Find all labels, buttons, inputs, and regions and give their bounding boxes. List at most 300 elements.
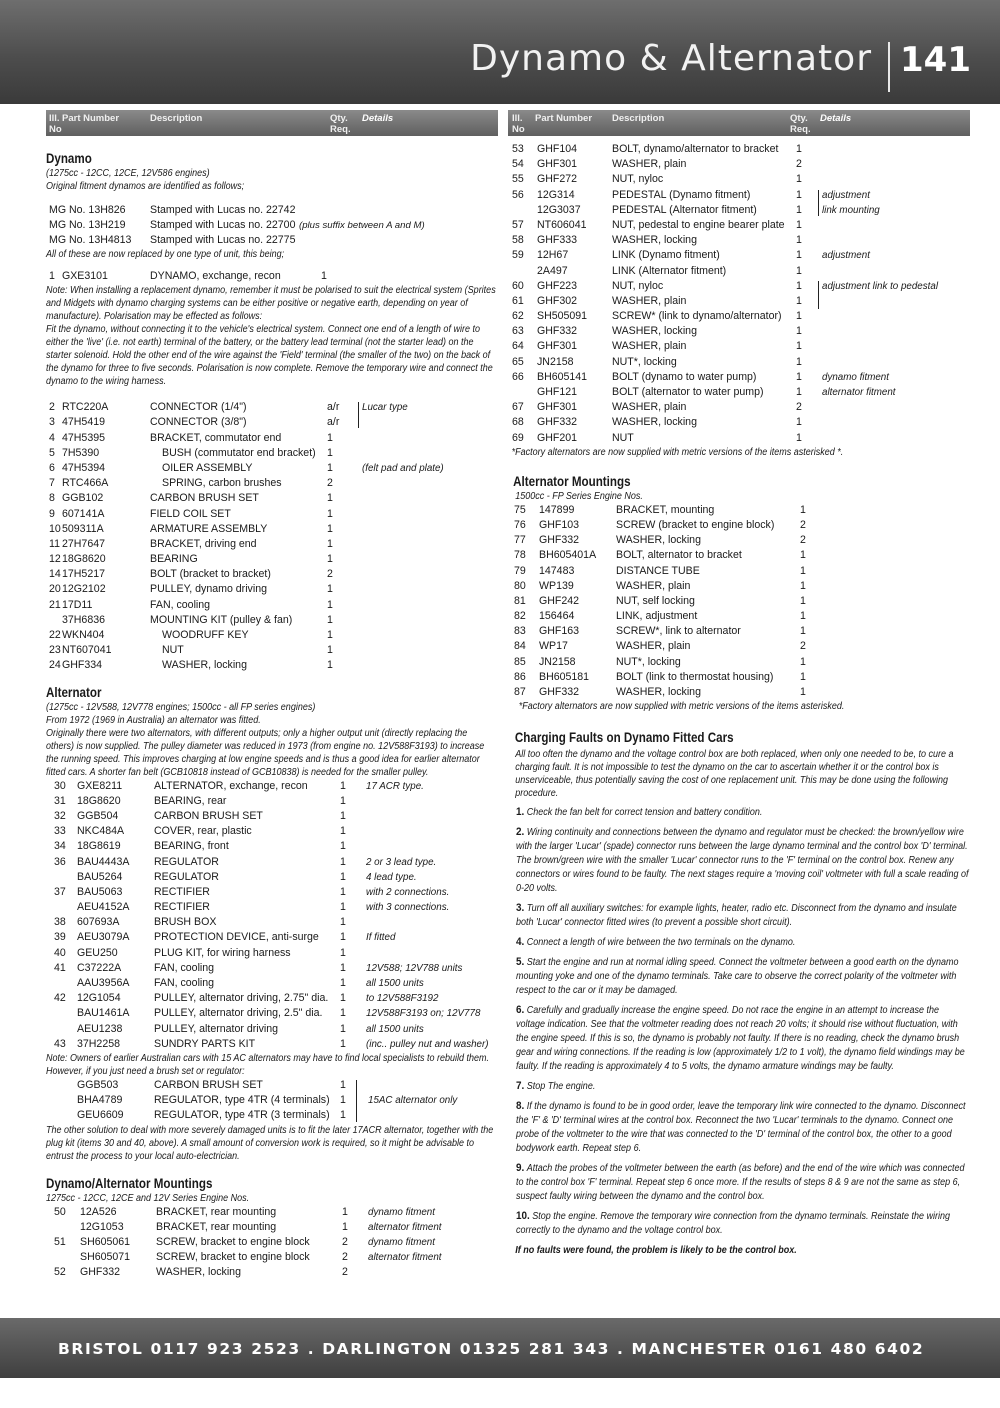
- row-qty: 2: [800, 640, 806, 653]
- row-no: 39: [54, 931, 66, 944]
- page-number: 141: [900, 40, 971, 80]
- row-no: 7: [49, 477, 55, 490]
- row-details: link mounting: [822, 204, 880, 216]
- row-description: CARBON BRUSH SET: [154, 1078, 263, 1091]
- row-description: BRACKET, rear mounting: [156, 1205, 277, 1218]
- row-description: WASHER, plain: [612, 340, 687, 353]
- row-description: BEARING, rear: [154, 794, 227, 807]
- table-row: [508, 548, 970, 563]
- lucas-stamp: Stamped with Lucas no. 22700: [150, 219, 296, 231]
- step-number: 1.: [516, 806, 525, 819]
- row-description: SUNDRY PARTS KIT: [154, 1037, 256, 1050]
- table-row: [46, 400, 498, 415]
- row-qty: 1: [800, 655, 806, 668]
- step-number: 10.: [516, 1210, 530, 1223]
- lucas-stamp: Stamped with Lucas no. 22775: [150, 234, 296, 246]
- row-description: PROTECTION DEVICE, anti-surge: [154, 931, 319, 944]
- row-description: WASHER, locking: [612, 234, 697, 247]
- row-description: REGULATOR: [154, 870, 219, 883]
- table-row: [508, 385, 970, 400]
- row-part-number: BAU4443A: [77, 855, 130, 868]
- th-no: No: [49, 124, 62, 135]
- row-no: 37: [54, 885, 66, 898]
- row-part-number: 12A526: [80, 1205, 117, 1218]
- row-description: BOLT (bracket to bracket): [150, 568, 271, 581]
- row-qty: 1: [796, 279, 802, 292]
- row-description: NUT*, locking: [616, 655, 681, 668]
- row-description: CONNECTOR (3/8"): [150, 416, 247, 429]
- alternator-mountings-table: [508, 503, 970, 700]
- row-description: COVER, rear, plastic: [154, 825, 252, 838]
- test-step: [516, 805, 970, 820]
- final-conclusion: If no faults were found, the problem is likely to be the control box.: [515, 1245, 797, 1257]
- row-no: 9: [49, 507, 55, 520]
- section-title-dyn-alt-mountings: Dynamo/Alternator Mountings: [46, 1175, 213, 1191]
- row-qty: a/r: [327, 416, 340, 429]
- row-qty: 1: [796, 431, 802, 444]
- row-part-number: 27H7647: [62, 537, 106, 550]
- lucas-stamp: Stamped with Lucas no. 22742: [150, 204, 296, 216]
- row-details: (felt pad and plate): [362, 462, 444, 474]
- row-no: 36: [54, 855, 66, 868]
- row-details: 15AC alternator only: [368, 1095, 458, 1107]
- table-row: [508, 370, 970, 385]
- row-description: BEARING: [150, 553, 198, 566]
- th-details: Details: [820, 113, 852, 124]
- row-no: 24: [49, 659, 61, 672]
- mg-number-row: [46, 233, 498, 248]
- row-part-number: GHF201: [537, 431, 578, 444]
- table-row: [46, 885, 498, 900]
- row-no: 62: [512, 310, 524, 323]
- row-qty: 1: [327, 553, 333, 566]
- table-row: [46, 658, 498, 673]
- step-text: If the dynamo is found to be in good order, leave the temporary link wire connected to the dynamo. Disconnect the 'F' & 'D' terminal wires at the control box. Reconnect the two 'Lucar' terminals to the dynamo. Connect one probe of the voltmeter to the wire that was connected to the 'D' terminal of the control box, the other to a good bodywork earth. Repeat step 6.: [516, 1101, 966, 1155]
- step-number: 9.: [516, 1162, 525, 1175]
- dynamo-replaced-note: All of these are now replaced by one type of unit, this being;: [46, 249, 285, 260]
- test-step: [516, 935, 970, 950]
- row-description: WASHER, locking: [616, 534, 701, 547]
- row-details: to 12V588F3192: [366, 993, 439, 1005]
- row-no: 42: [54, 992, 66, 1005]
- right-column: [508, 110, 970, 1257]
- table-row: [508, 400, 970, 415]
- row-no: 80: [514, 579, 526, 592]
- row-part-number: 12G3037: [537, 203, 581, 216]
- row-no: 11: [49, 537, 60, 550]
- table-header: [46, 110, 498, 136]
- row-qty: 1: [796, 355, 802, 368]
- row-part-number: 18G8619: [77, 840, 121, 853]
- row-part-number: BAU5264: [77, 870, 123, 883]
- row-qty: 1: [796, 264, 802, 277]
- row-details: 2 or 3 lead type.: [366, 856, 437, 868]
- row-description: WASHER, plain: [616, 640, 691, 653]
- row-part-number: GHF301: [537, 401, 578, 414]
- row-description: RECTIFIER: [154, 901, 210, 914]
- row-part-number: 147483: [539, 564, 575, 577]
- row-details: alternator fitment: [822, 387, 896, 398]
- row-description: WASHER, locking: [162, 659, 247, 672]
- table-row: [46, 552, 498, 567]
- row-qty: 1: [796, 340, 802, 353]
- table-row: [508, 639, 970, 654]
- row-details: dynamo fitment: [368, 1206, 435, 1218]
- mg-number: MG No. 13H4813: [49, 234, 132, 246]
- row-no: 78: [514, 549, 526, 562]
- row-no: 14: [49, 568, 61, 581]
- row-part-number: GHF332: [539, 534, 580, 547]
- row-part-number: BAU1461A: [77, 1007, 130, 1020]
- step-number: 8.: [516, 1100, 525, 1113]
- row-part-number: GEU6609: [77, 1109, 124, 1122]
- row-no: 34: [54, 840, 66, 853]
- row-details: (inc.. pulley nut and washer): [366, 1038, 489, 1050]
- row-description: CARBON BRUSH SET: [154, 809, 263, 822]
- row-details: 4 lead type.: [366, 871, 417, 883]
- table-row: [46, 628, 498, 643]
- row-description: OILER ASSEMBLY: [162, 461, 253, 474]
- row-no: 79: [514, 564, 526, 577]
- row-no: 33: [54, 825, 66, 838]
- row-description: MOUNTING KIT (pulley & fan): [150, 613, 293, 626]
- row-description: CARBON BRUSH SET: [150, 492, 259, 505]
- row-part-number: GHF163: [539, 625, 580, 638]
- row-qty: 1: [327, 598, 333, 611]
- row-part-number: WP17: [539, 640, 568, 653]
- row-description: FAN, cooling: [154, 977, 215, 989]
- charging-faults-intro: All too often the dynamo and the voltage control box are both replaced, when only one needed to be, to cure a charging fault. It is not impossible to test the dynamo on the car to ascertain whether it or the control box is unserviceable, thus potentially saving the cost of one replacement unit. This may be done using the following procedure.: [515, 749, 954, 800]
- table-row: [508, 655, 970, 670]
- row-part-number: JN2158: [537, 355, 574, 368]
- table-row: [46, 446, 498, 461]
- row-description: PEDESTAL (Alternator fitment): [612, 203, 757, 216]
- row-qty: 2: [800, 518, 806, 531]
- row-part-number: 607141A: [62, 507, 105, 520]
- row-part-number: GHF272: [537, 173, 578, 186]
- table-row: [508, 503, 970, 518]
- row-part-number: 12G1054: [77, 992, 121, 1005]
- section-title-charging-faults: Charging Faults on Dynamo Fitted Cars: [514, 730, 734, 746]
- row-description: ARMATURE ASSEMBLY: [150, 522, 268, 535]
- row-no: 59: [512, 249, 524, 262]
- table-row: [508, 218, 970, 233]
- row-description: BOLT, alternator to bracket: [616, 549, 742, 562]
- row-part-number: 12G1053: [80, 1220, 124, 1233]
- row-qty: 1: [340, 931, 346, 944]
- row-no: 57: [512, 218, 524, 231]
- row-part-number: SH605071: [80, 1251, 131, 1264]
- row-qty: 1: [796, 249, 802, 262]
- row-description: LINK, adjustment: [616, 610, 698, 623]
- table-row: [508, 533, 970, 548]
- table-row: [508, 142, 970, 157]
- table-row: [508, 203, 970, 218]
- row-no: 54: [512, 158, 524, 171]
- dynamo-identify: Original fitment dynamos are identified as follows;: [46, 181, 245, 192]
- row-part-number: BHA4789: [77, 1094, 123, 1107]
- row-part-number: 47H5395: [62, 431, 106, 444]
- row-qty: 1: [321, 270, 327, 282]
- metric-note-2: *Factory alternators are now supplied with metric versions of the items asterisked.: [518, 701, 845, 713]
- table-row: [46, 976, 498, 991]
- row-qty: 1: [340, 794, 346, 807]
- row-description: WOODRUFF KEY: [162, 629, 249, 641]
- step-text: Stop the engine. Remove the temporary wire connection from the dynamo terminals. Reinstate the wiring correctly to the dynamo and the voltage control box.: [516, 1211, 950, 1237]
- table-row: [508, 564, 970, 579]
- table-row: [508, 624, 970, 639]
- row-part-number: 156464: [539, 610, 575, 623]
- row-part-number: NT607041: [62, 644, 112, 657]
- row-no: 51: [54, 1235, 66, 1248]
- row-no: 58: [512, 234, 524, 247]
- table-row: [46, 613, 498, 628]
- row-description: WASHER, plain: [612, 158, 687, 171]
- row-description: REGULATOR: [154, 855, 219, 868]
- row-part-number: 37H2258: [77, 1037, 121, 1050]
- row-description: BOLT (alternator to water pump): [612, 386, 764, 398]
- row-no: 86: [514, 670, 526, 683]
- table-row: [46, 930, 498, 945]
- row-qty: 1: [340, 946, 346, 959]
- th-qty: Qty.: [790, 113, 808, 124]
- table-row: [46, 269, 498, 284]
- row-qty: 1: [796, 370, 802, 383]
- table-row: [46, 1265, 498, 1280]
- table-row: [508, 518, 970, 533]
- row-no: 64: [512, 340, 524, 353]
- row-description: PULLEY, alternator driving: [154, 1022, 279, 1035]
- row-no: 23: [49, 644, 61, 657]
- row-description: NUT*, locking: [612, 355, 677, 368]
- row-description: BUSH (commutator end bracket): [162, 446, 316, 459]
- row-no: 43: [54, 1037, 66, 1050]
- row-description: REGULATOR, type 4TR (4 terminals): [154, 1094, 330, 1107]
- th-details: Details: [362, 113, 394, 124]
- row-no: 56: [512, 188, 524, 201]
- test-steps: [508, 805, 970, 1238]
- table-row: [46, 1078, 498, 1093]
- row-no: 63: [512, 325, 524, 338]
- page-header-banner: [0, 0, 1000, 104]
- row-description: PULLEY, dynamo driving: [150, 583, 267, 596]
- mg-number-row: [46, 218, 498, 233]
- row-qty: 1: [796, 416, 802, 429]
- step-text: Stop The engine.: [526, 1081, 596, 1093]
- row-part-number: BH605401A: [539, 549, 597, 562]
- row-no: 31: [54, 794, 66, 807]
- mountings-continued-table: [508, 142, 970, 446]
- row-description: FAN, cooling: [154, 961, 215, 974]
- row-description: PULLEY, alternator driving, 2.75" dia.: [154, 992, 329, 1005]
- row-qty: 1: [340, 1078, 346, 1091]
- step-number: 4.: [516, 936, 525, 949]
- th-req: Req.: [790, 124, 811, 135]
- row-details: all 1500 units: [366, 1023, 424, 1035]
- row-description: WASHER, locking: [612, 325, 697, 338]
- row-qty: 1: [796, 173, 802, 186]
- row-no: 68: [512, 416, 524, 429]
- suffix-note: (plus suffix between A and M): [299, 220, 425, 231]
- row-part-number: AEU1238: [77, 1022, 123, 1035]
- th-part: Part Number: [62, 113, 120, 124]
- row-part-number: GXE8211: [77, 779, 123, 792]
- alternator-fitted-note: From 1972 (1969 in Australia) an alternator was fitted.: [46, 714, 261, 726]
- step-number: 2.: [516, 826, 525, 839]
- row-qty: 1: [340, 870, 346, 883]
- row-description: NUT, pedestal to engine bearer plate: [612, 218, 785, 231]
- th-qty: Qty.: [330, 113, 348, 124]
- row-qty: 1: [340, 779, 346, 792]
- row-no: 84: [514, 640, 526, 653]
- row-no: 6: [49, 461, 55, 474]
- dynamo-parts-table: [46, 400, 498, 673]
- row-part-number: GHF332: [80, 1266, 121, 1279]
- row-no: 12: [49, 553, 61, 566]
- row-description: SCREW* (link to dynamo/alternator): [612, 310, 782, 323]
- step-number: 7.: [516, 1080, 525, 1093]
- row-no: 76: [514, 518, 526, 531]
- table-row: [46, 794, 498, 809]
- row-part-number: BAU5063: [77, 885, 123, 898]
- row-part-number: GHF104: [537, 143, 578, 155]
- row-no: 4: [49, 431, 55, 444]
- mountings-parts-table: [46, 1205, 498, 1281]
- row-no: 75: [514, 503, 526, 516]
- table-row: [46, 537, 498, 552]
- test-step: [516, 1209, 970, 1238]
- row-qty: 2: [800, 534, 806, 547]
- row-part-number: 17H5217: [62, 568, 106, 581]
- test-step: [516, 825, 970, 896]
- mg-number: MG No. 13H219: [49, 219, 126, 231]
- row-qty: 1: [796, 143, 802, 155]
- row-qty: 2: [327, 568, 333, 581]
- row-qty: 1: [340, 916, 346, 929]
- th-desc: Description: [612, 113, 665, 124]
- row-details: Lucar type: [362, 402, 408, 414]
- row-part-number: GHF121: [537, 386, 578, 398]
- table-row: [508, 339, 970, 354]
- row-qty: 1: [340, 1094, 346, 1107]
- row-part-number: GHF242: [539, 594, 580, 607]
- row-part-number: GGB503: [77, 1078, 119, 1091]
- table-header: [508, 110, 970, 136]
- row-qty: 1: [796, 310, 802, 323]
- table-row: [46, 1022, 498, 1037]
- row-part-number: GHF301: [537, 158, 578, 171]
- table-row: [46, 582, 498, 597]
- step-text: Check the fan belt for correct tension and battery condition.: [526, 807, 763, 819]
- other-solution-note: The other solution to deal with more severely damaged units is to fit the later 17ACR alternator, together with the plug kit (items 30 and 40, above). A small amount of conversion work is required, so it might be advisable to entrust the process to your local auto-electrician.: [46, 1124, 494, 1162]
- row-no: 21: [49, 598, 61, 611]
- table-row: [46, 461, 498, 476]
- row-qty: 1: [800, 564, 806, 577]
- table-row: [46, 779, 498, 794]
- row-description: NUT: [612, 431, 634, 444]
- row-no: 61: [512, 294, 524, 307]
- row-qty: 1: [327, 613, 333, 626]
- table-row: [46, 507, 498, 522]
- row-no: 30: [54, 779, 66, 792]
- row-qty: 1: [796, 325, 802, 338]
- test-step: [516, 955, 970, 998]
- row-description: WASHER, plain: [612, 401, 687, 414]
- alternator-engines: (1275cc - 12V588, 12V778 engines; 1500cc - all FP series engines): [46, 701, 316, 713]
- step-number: 6.: [516, 1004, 525, 1017]
- row-part-number: GHF302: [537, 294, 578, 307]
- table-row: [508, 355, 970, 370]
- row-details: If fitted: [366, 932, 396, 944]
- table-row: [46, 839, 498, 854]
- row-qty: 1: [800, 579, 806, 592]
- table-row: [508, 579, 970, 594]
- table-row: [508, 670, 970, 685]
- row-part-number: SH505091: [537, 310, 588, 323]
- table-row: [508, 294, 970, 309]
- table-row: [46, 809, 498, 824]
- row-qty: 1: [340, 901, 346, 914]
- test-step: [516, 1099, 970, 1156]
- table-row: [508, 264, 970, 279]
- row-qty: 2: [796, 401, 802, 414]
- row-part-number: GHF301: [537, 340, 578, 353]
- row-part-number: AEU3079A: [77, 931, 130, 944]
- row-no: 50: [54, 1205, 66, 1218]
- mg-number: MG No. 13H826: [49, 204, 126, 216]
- row-qty: 1: [340, 1022, 346, 1035]
- row-part-number: 147899: [539, 503, 575, 516]
- row-part-number: GHF103: [539, 518, 580, 531]
- row-qty: 1: [800, 670, 806, 683]
- row-qty: 1: [327, 583, 333, 596]
- row-description: FAN, cooling: [150, 598, 211, 611]
- table-row: [508, 188, 970, 203]
- th-ill: Ill.: [49, 113, 60, 124]
- table-row: [46, 1037, 498, 1052]
- row-no: 67: [512, 401, 524, 414]
- row-no: 69: [512, 431, 524, 444]
- table-row: [46, 415, 498, 430]
- row-qty: 1: [340, 885, 346, 898]
- row-qty: a/r: [327, 401, 340, 414]
- row-no: 41: [54, 961, 66, 974]
- row-description: NUT, nyloc: [612, 279, 664, 292]
- table-row: [46, 1250, 498, 1265]
- row-no: 2: [49, 401, 55, 414]
- row-details: dynamo fitment: [822, 371, 889, 383]
- table-row: [46, 991, 498, 1006]
- branch-phone-numbers: BRISTOL 0117 923 2523 . DARLINGTON 01325 281 343 . MANCHESTER 0161 480 6402: [58, 1340, 925, 1358]
- table-row: [508, 157, 970, 172]
- table-row: [46, 522, 498, 537]
- row-details: dynamo fitment: [368, 1236, 435, 1248]
- row-qty: 1: [800, 610, 806, 623]
- table-row: [508, 415, 970, 430]
- row-part-number: 607693A: [77, 916, 120, 929]
- row-qty: 1: [342, 1220, 348, 1233]
- row-qty: 1: [340, 977, 346, 989]
- row-details: alternator fitment: [368, 1221, 442, 1233]
- row-details: alternator fitment: [368, 1252, 442, 1264]
- row-qty: 1: [327, 431, 333, 444]
- row-qty: 1: [327, 629, 333, 641]
- row-part-number: WP139: [539, 579, 574, 592]
- row-part-number: 7H5390: [62, 446, 100, 459]
- row-qty: 1: [327, 537, 333, 550]
- table-row: [46, 1108, 498, 1123]
- row-description: CONNECTOR (1/4"): [150, 401, 247, 414]
